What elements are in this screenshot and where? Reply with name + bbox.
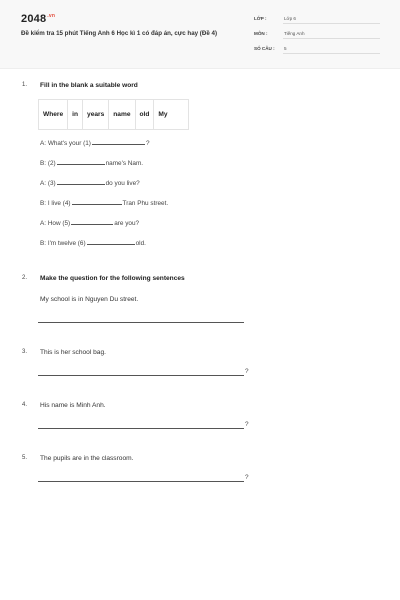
- answer-line[interactable]: [38, 374, 244, 376]
- meta-subject-value: Tiếng Anh: [284, 31, 305, 36]
- meta-subject-label: MÔN :: [254, 31, 268, 36]
- dialogue-line-4: B: I live (4) Tran Phu street.: [40, 200, 169, 207]
- word-bank-item: old: [135, 100, 154, 130]
- meta-count-label: SỐ CÂU :: [254, 46, 275, 51]
- dialogue-line-3: A: (3) do you live?: [40, 180, 140, 187]
- question-1-number: 1.: [22, 82, 28, 88]
- dialogue-line-5: A: How (5) are you?: [40, 220, 140, 227]
- question-1-text: Fill in the blank a suitable word: [40, 82, 138, 89]
- meta-class-label: LỚP :: [254, 16, 267, 21]
- word-bank-item: name: [109, 100, 135, 130]
- meta-divider: [283, 23, 380, 24]
- document-title: Đề kiểm tra 15 phút Tiếng Anh 6 Học kì 1 có đáp án, cực hay (Đề 4): [21, 30, 218, 37]
- question-2-number: 2.: [22, 275, 28, 281]
- site-logo[interactable]: $2048^{.vn}$: [21, 13, 56, 25]
- question-3-number: 3.: [22, 349, 28, 355]
- answer-line[interactable]: [38, 321, 244, 323]
- meta-class-value: Lớp 6: [284, 16, 296, 21]
- fill-blank[interactable]: [57, 183, 105, 185]
- worksheet-header: [0, 0, 400, 69]
- meta-subject: [254, 31, 380, 43]
- question-mark: ?: [245, 421, 249, 428]
- meta-count-value: 5: [284, 46, 287, 51]
- meta-divider: [283, 38, 380, 39]
- question-4-sentence: His name is Minh Anh.: [40, 402, 106, 409]
- question-4-number: 4.: [22, 402, 28, 408]
- word-bank-table: [38, 99, 189, 130]
- question-2-text: Make the question for the following sentences: [40, 275, 185, 282]
- answer-line[interactable]: [38, 427, 244, 429]
- meta-count: [254, 46, 380, 58]
- fill-blank[interactable]: [92, 143, 145, 145]
- question-5-number: 5.: [22, 455, 28, 461]
- fill-blank[interactable]: [57, 163, 105, 165]
- question-mark: ?: [245, 368, 249, 375]
- dialogue-line-2: B: (2) name's Nam.: [40, 160, 144, 167]
- word-bank-item: My: [154, 100, 189, 130]
- fill-blank[interactable]: [87, 243, 135, 245]
- meta-divider: [283, 53, 380, 54]
- question-5-sentence: The pupils are in the classroom.: [40, 455, 134, 462]
- question-2-sentence: My school is in Nguyen Du street.: [40, 296, 139, 303]
- question-mark: ?: [245, 474, 249, 481]
- word-bank-item: Where: [39, 100, 68, 130]
- dialogue-line-6: B: I'm twelve (6) old.: [40, 240, 146, 247]
- answer-line[interactable]: [38, 480, 244, 482]
- question-3-sentence: This is her school bag.: [40, 349, 106, 356]
- fill-blank[interactable]: [72, 203, 122, 205]
- fill-blank[interactable]: [71, 223, 113, 225]
- meta-class: [254, 16, 380, 28]
- word-bank-item: in: [68, 100, 83, 130]
- word-bank-item: years: [83, 100, 109, 130]
- dialogue-line-1: A: What's your (1) ?: [40, 140, 150, 147]
